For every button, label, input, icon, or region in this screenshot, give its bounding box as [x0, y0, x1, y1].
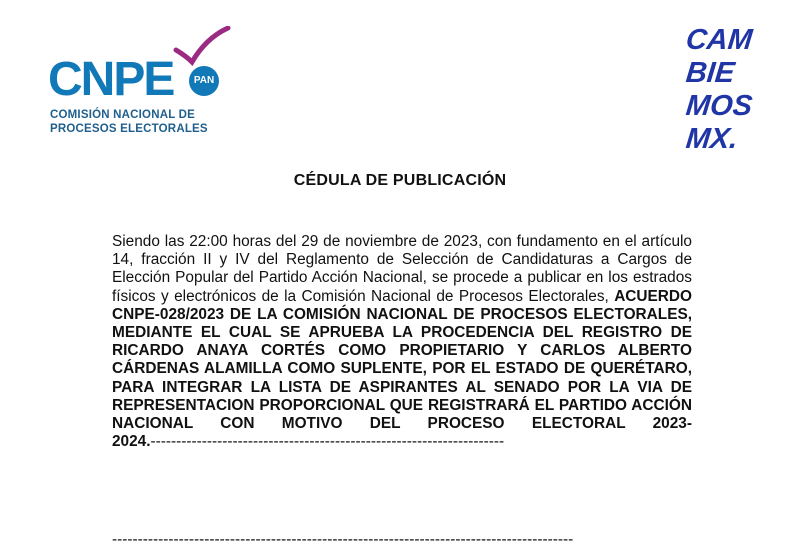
body-intro: Siendo las 22:00 horas del 29 de noviembre de 2023, con fundamento en el artículo 14, fracción II y IV del Reglamento de Selección de Candidaturas a Cargos de Elección Popular del Partido Acción Nacional, se procede a publicar en los estrados físicos y electrónicos de la Comisión Nacional de Procesos Electorales, [112, 233, 692, 305]
cambiemos-line-2: BIE [684, 57, 737, 89]
cnpe-logo [44, 26, 234, 136]
body-agreement: ACUERDO CNPE-028/2023 DE LA COMISIÓN NACIONAL DE PROCESOS ELECTORALES, MEDIANTE EL CUAL SE APRUEBA LA PROCEDENCIA DEL REGISTRO DE RICARDO ANAYA CORTÉS COMO PROPIETARIO Y CARLOS ALBERTO CÁRDENAS ALAMILLA COMO SUPLENTE, POR EL ESTADO DE QUERÉTARO, PARA INTEGRAR LA LISTA DE ASPIRANTES AL SENADO POR LA VIA DE REPRESENTACION PROPORCIONAL QUE REGISTRARÁ EL PARTIDO ACCIÓN NACIONAL CON MOTIVO DEL PROCESO ELECTORAL 2023-2024. [112, 287, 692, 451]
cambiemos-line-1: CAM [684, 24, 754, 56]
cnpe-brand: CNPE [48, 53, 174, 106]
cnpe-subtitle-line1: COMISIÓN NACIONAL DE [50, 109, 195, 121]
dash-fill: --------------------------------------------------------------------- [150, 433, 505, 451]
cnpe-subtitle-line2: PROCESOS ELECTORALES [50, 123, 208, 135]
cnpe-subtitle [50, 108, 208, 136]
cambiemos-mx-logo [686, 24, 766, 156]
pan-badge: PAN [189, 66, 219, 96]
dash-rule: ------------------------------------------------------------------------------------------ [112, 531, 574, 548]
checkmark-icon [172, 26, 232, 66]
cambiemos-line-4: MX. [684, 123, 740, 155]
document-body [112, 233, 692, 451]
cambiemos-line-3: MOS [684, 90, 754, 122]
document-title: CÉDULA DE PUBLICACIÓN [293, 172, 507, 189]
